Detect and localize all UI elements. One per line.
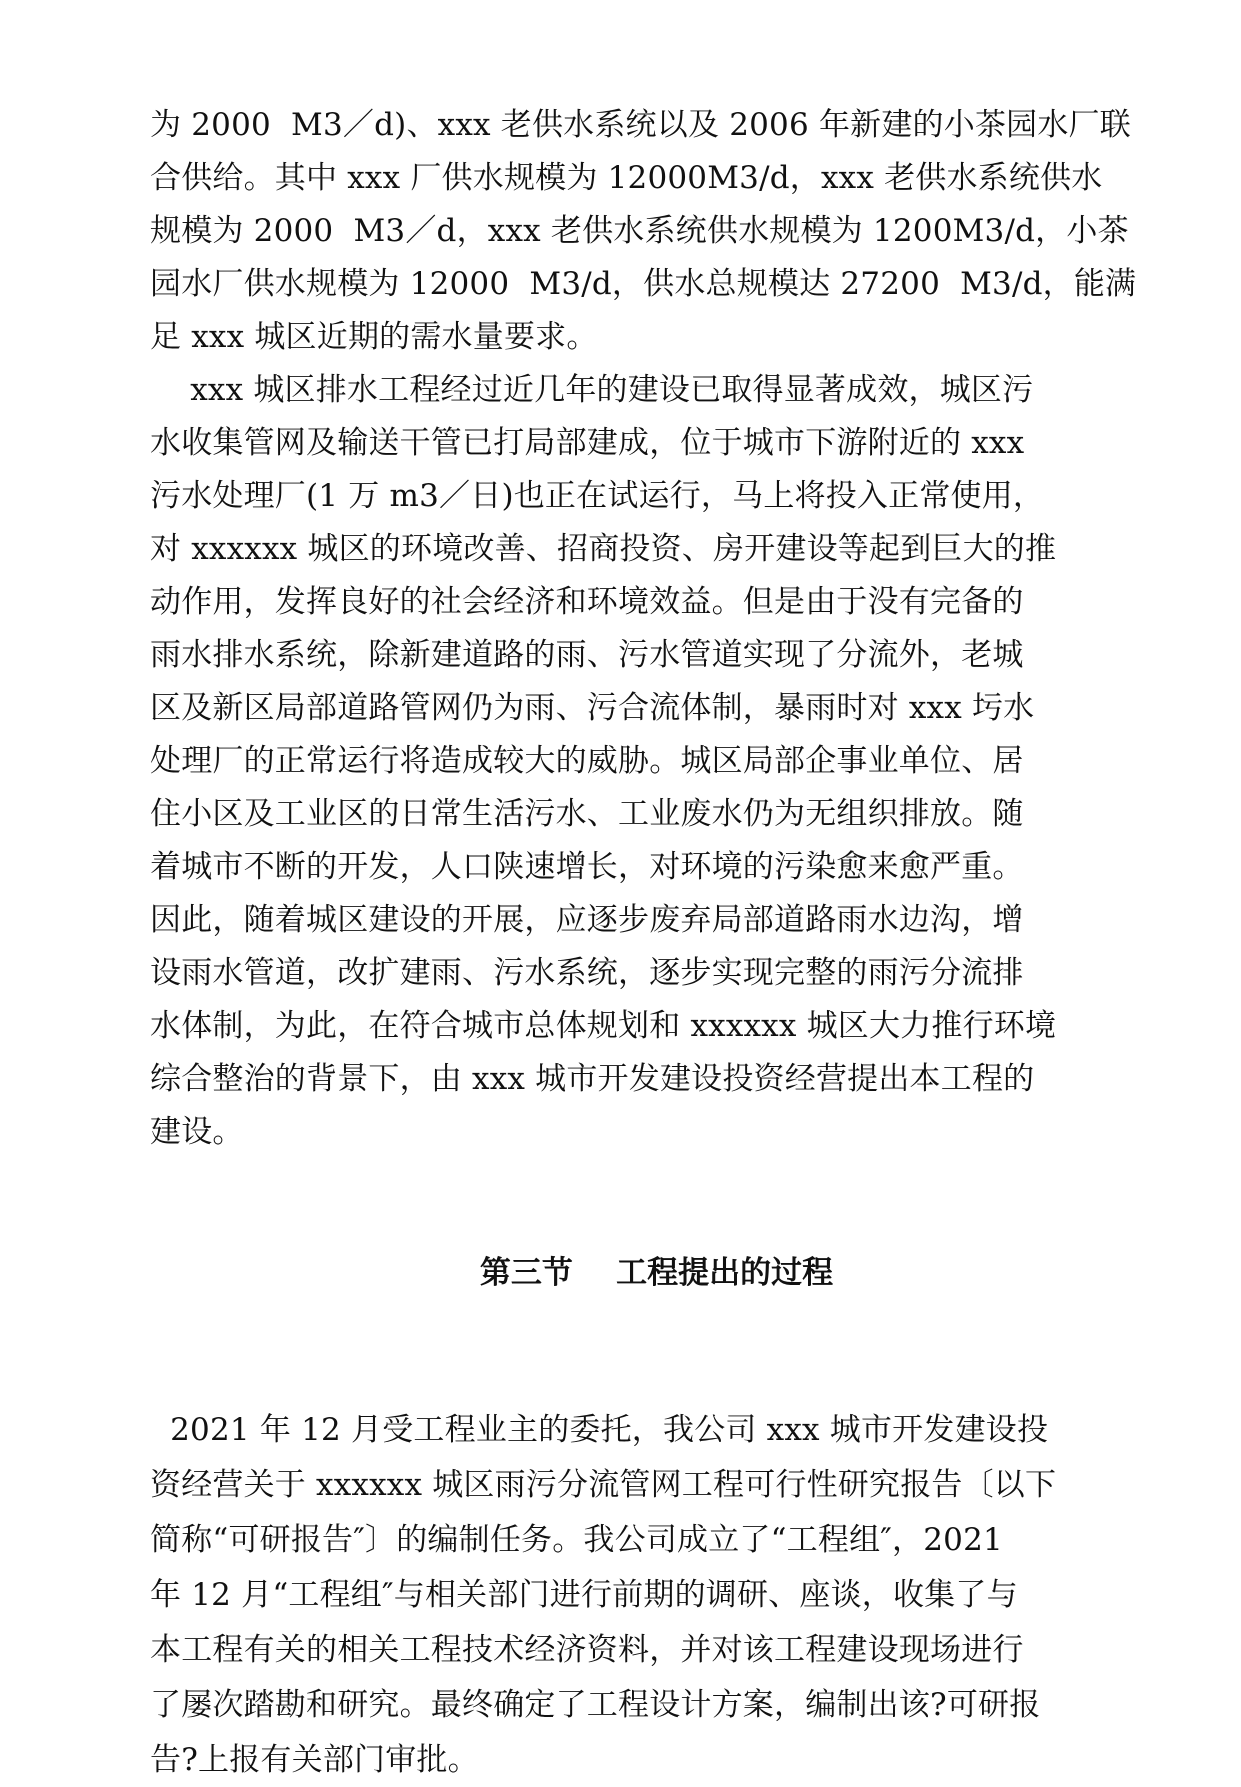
section-heading: 第三节 工程提出的过程	[479, 1255, 834, 1291]
body-text-line: 雨水排水系统，除新建道路的雨、污水管道实现了分流外，老城	[150, 637, 1024, 673]
body-text-line: 简称“可研报告″〕的编制任务。我公司成立了“工程组″，2021	[150, 1522, 1003, 1558]
body-text-line: 合供给。其中 xxx 厂供水规模为 12000M3/d，xxx 老供水系统供水	[150, 160, 1103, 196]
body-text-line: 水收集管网及输送干管已打局部建成，位于城市下游附近的 xxx	[150, 425, 1025, 461]
body-text-line: 污水处理厂(1 万 m3／日)也正在试运行，马上将投入正常使用，	[150, 478, 1045, 514]
body-text-line: 本工程有关的相关工程技术经济资料，并对该工程建设现场进行	[150, 1632, 1024, 1668]
body-text-line: 规模为 2000 M3／d，xxx 老供水系统供水规模为 1200M3/d，小茶	[150, 213, 1129, 249]
body-text-line: 综合整治的背景下，由 xxx 城市开发建设投资经营提出本工程的	[150, 1061, 1035, 1097]
body-text-line: 年 12 月“工程组″与相关部门进行前期的调研、座谈，收集了与	[150, 1577, 1018, 1613]
body-text-line: 处理厂的正常运行将造成较大的威胁。城区局部企事业单位、居	[150, 743, 1024, 779]
body-text-line: 资经营关于 xxxxxx 城区雨污分流管网工程可行性研究报告〔以下	[150, 1467, 1057, 1503]
body-text-line: 为 2000 M3／d)、xxx 老供水系统以及 2006 年新建的小茶园水厂联	[150, 107, 1131, 143]
body-text-line: 因此，随着城区建设的开展，应逐步废弃局部道路雨水边沟，增	[150, 902, 1024, 938]
body-text-line: 区及新区局部道路管网仍为雨、污合流体制，暴雨时对 xxx 圬水	[150, 690, 1035, 726]
body-text-line: 住小区及工业区的日常生活污水、工业废水仍为无组织排放。随	[150, 796, 1024, 832]
body-text-line: 足 xxx 城区近期的需水量要求。	[150, 319, 598, 355]
body-text-line: 建设。	[150, 1114, 244, 1150]
body-text-line: 对 xxxxxx 城区的环境改善、招商投资、房开建设等起到巨大的推	[150, 531, 1057, 567]
body-text-line: 设雨水管道，改扩建雨、污水系统，逐步实现完整的雨污分流排	[150, 955, 1024, 991]
body-text-line: 园水厂供水规模为 12000 M3/d，供水总规模达 27200 M3/d，能满	[150, 266, 1137, 302]
body-text-line: 动作用，发挥良好的社会经济和环境效益。但是由于没有完备的	[150, 584, 1024, 620]
body-text-line: xxx 城区排水工程经过近几年的建设已取得显著成效，城区污	[150, 372, 1034, 408]
body-text-line: 了屡次踏勘和研究。最终确定了工程设计方案，编制出该?可研报	[150, 1687, 1041, 1723]
body-text-line: 告?上报有关部门审批。	[150, 1742, 479, 1778]
body-text-line: 着城市不断的开发，人口陕速增长，对环境的污染愈来愈严重。	[150, 849, 1024, 885]
body-text-line: 2021 年 12 月受工程业主的委托，我公司 xxx 城市开发建设投	[150, 1412, 1049, 1448]
body-text-line: 水体制，为此，在符合城市总体规划和 xxxxxx 城区大力推行环境	[150, 1008, 1057, 1044]
